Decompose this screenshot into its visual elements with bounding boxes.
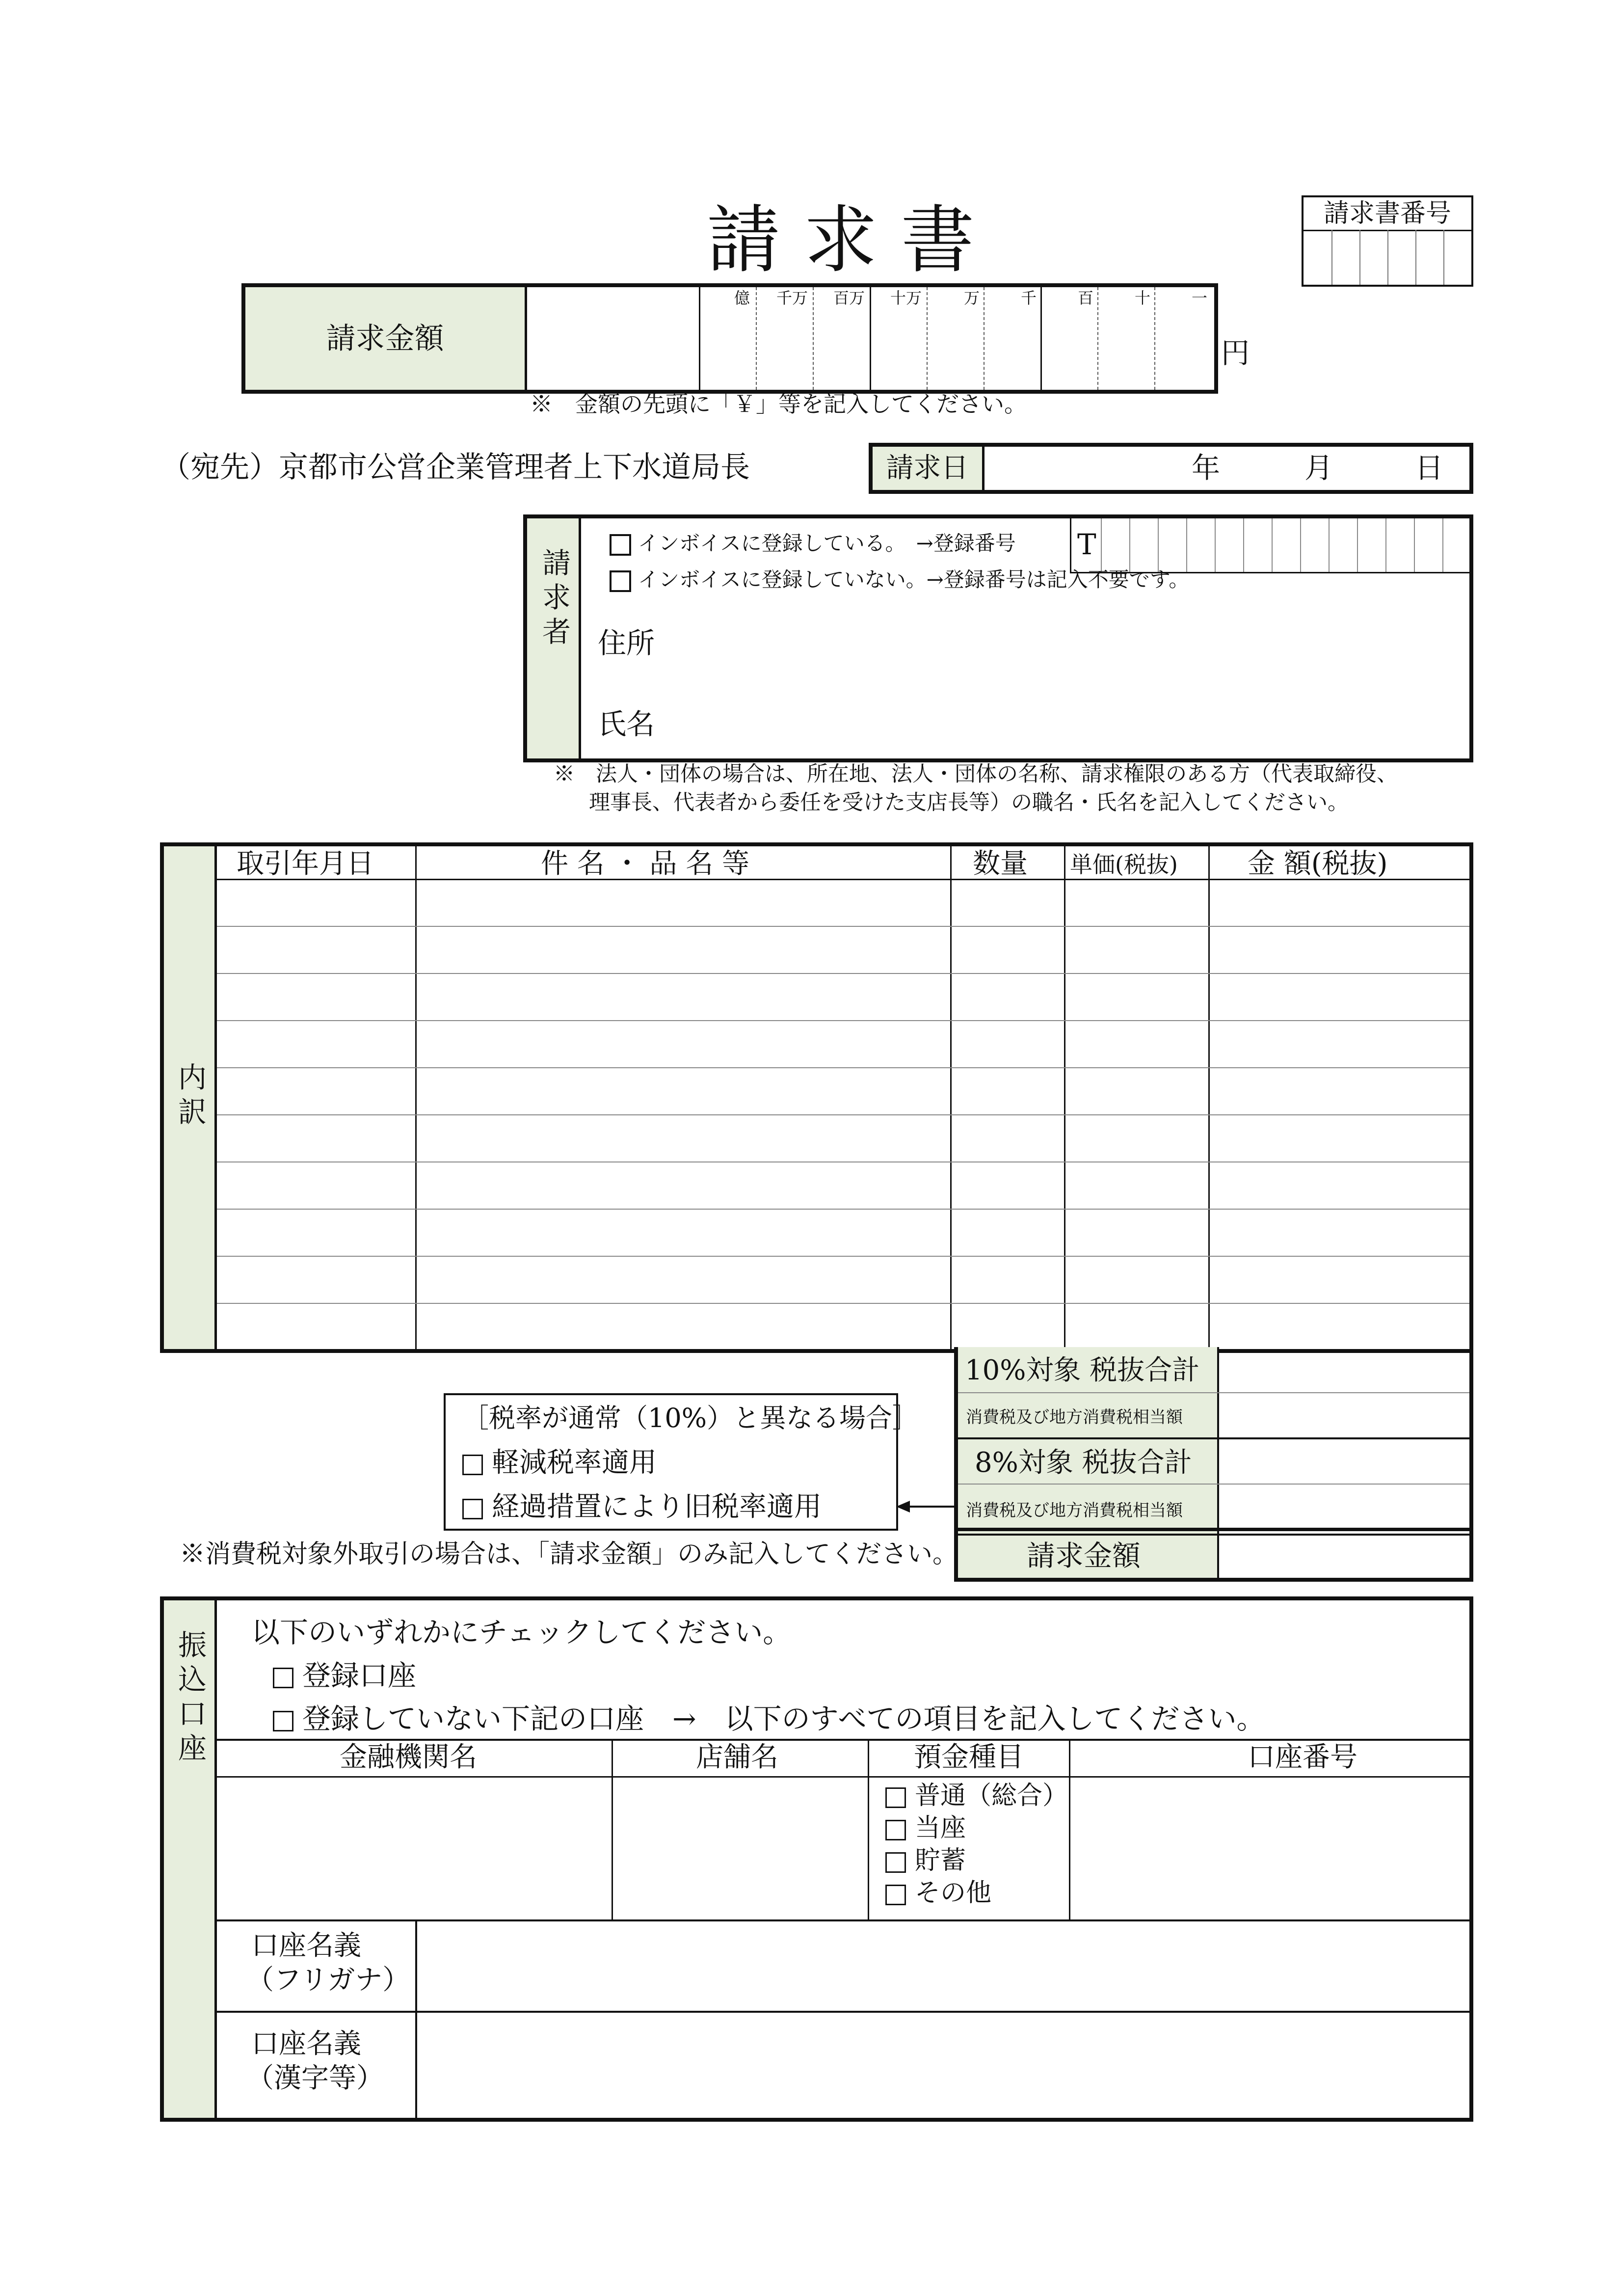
ordinary-account-label: 普通（総合） xyxy=(915,1781,1068,1810)
reduced-rate-label: 軽減税率適用 xyxy=(492,1447,657,1479)
invoice-number-label: 請求書番号 xyxy=(1323,199,1451,228)
col-header-date: 取引年月日 xyxy=(237,848,374,880)
total-amount-label: 請求金額 xyxy=(1027,1539,1141,1572)
claimant-note-2: 理事長、代表者から委任を受けた支店長等）の職名・氏名を記入してください。 xyxy=(589,790,1349,815)
old-rate-label: 経過措置により旧税率適用 xyxy=(492,1491,822,1523)
claimant-box xyxy=(523,514,1473,762)
amount-digits[interactable] xyxy=(699,287,1214,390)
page-title: 請 求 書 xyxy=(707,198,975,283)
digit-label: 十万 xyxy=(890,289,922,307)
col-header-unit-price: 単価(税抜) xyxy=(1070,851,1178,878)
reduced-rate-checkbox[interactable] xyxy=(462,1455,483,1475)
details-table xyxy=(160,842,1473,1353)
ten-percent-tax-label: 消費税及び地方消費税相当額 xyxy=(966,1407,1183,1427)
col-header-account-type: 預金種目 xyxy=(914,1741,1024,1773)
addressee: （宛先）京都市公営企業管理者上下水道局長 xyxy=(161,450,750,485)
digit-label: 億 xyxy=(734,289,750,307)
ten-percent-subtotal-field[interactable] xyxy=(1219,1347,1469,1392)
digit-label: 千万 xyxy=(776,289,808,307)
bank-account-box xyxy=(160,1596,1473,2122)
unregistered-account-checkbox[interactable] xyxy=(273,1711,293,1731)
invoice-number-box xyxy=(1302,195,1473,287)
date-day-label: 日 xyxy=(1415,451,1444,485)
eight-percent-subtotal-field[interactable] xyxy=(1219,1437,1469,1484)
digit-label: 万 xyxy=(964,289,980,307)
account-number-field[interactable] xyxy=(1071,1778,1469,1919)
total-amount-field[interactable] xyxy=(1219,1536,1469,1578)
col-header-qty: 数量 xyxy=(973,848,1028,880)
invoice-date-box[interactable] xyxy=(869,443,1473,494)
holder-kanji-field[interactable] xyxy=(417,2013,1469,2118)
bank-name-field[interactable] xyxy=(217,1778,612,1919)
digit-label: 一 xyxy=(1192,289,1208,307)
tax-exempt-note: ※消費税対象外取引の場合は、「請求金額」のみ記入してください。 xyxy=(180,1540,958,1569)
holder-kanji-label-1: 口座名義 xyxy=(251,2028,361,2060)
holder-kana-label-2: （フリガナ） xyxy=(246,1964,410,1996)
claimant-side-label: 請求者 xyxy=(537,548,571,651)
amount-unit: 円 xyxy=(1221,336,1250,370)
totals-block xyxy=(954,1347,1473,1582)
registration-prefix: T xyxy=(1077,528,1096,561)
current-account-label: 当座 xyxy=(915,1813,966,1843)
unregistered-account-label: 登録していない下記の口座 → 以下のすべての項目を記入してください。 xyxy=(302,1702,1265,1735)
col-header-branch: 店舗名 xyxy=(696,1741,778,1773)
details-rows[interactable] xyxy=(217,879,1469,1349)
amount-note: ※ 金額の先頭に「￥」等を記入してください。 xyxy=(530,391,1027,417)
invoice-not-registered-label: インボイスに登録していない。→登録番号は記入不要です。 xyxy=(638,567,1190,592)
digit-label: 千 xyxy=(1021,289,1037,307)
digit-label: 百 xyxy=(1078,289,1094,307)
claimant-note-1: ※ 法人・団体の場合は、所在地、法人・団体の名称、請求権限のある方（代表取締役、 xyxy=(554,762,1398,786)
details-side-label: 内訳 xyxy=(173,1062,207,1131)
invoice-registered-label: インボイスに登録している。 →登録番号 xyxy=(638,531,1016,555)
ten-percent-subtotal-label: 10%対象 税抜合計 xyxy=(965,1354,1200,1386)
holder-kanji-label-2: （漢字等） xyxy=(246,2062,384,2094)
tax-rate-heading: ［税率が通常（10%）と異なる場合］ xyxy=(462,1403,919,1433)
amount-box xyxy=(241,283,1218,394)
digit-label: 十 xyxy=(1135,289,1151,307)
invoice-not-registered-checkbox[interactable] xyxy=(610,570,631,592)
address-label: 住所 xyxy=(598,626,655,660)
registration-number-cells[interactable] xyxy=(1070,518,1469,573)
amount-label-cell xyxy=(245,287,527,390)
holder-kana-field[interactable] xyxy=(417,1921,1469,2011)
digit-label: 百万 xyxy=(833,289,865,307)
date-month-label: 月 xyxy=(1304,451,1333,485)
col-header-item: 件 名 ・ 品 名 等 xyxy=(541,848,750,880)
registered-account-checkbox[interactable] xyxy=(273,1668,293,1688)
eight-percent-tax-field[interactable] xyxy=(1219,1484,1469,1528)
col-header-account-number: 口座番号 xyxy=(1248,1741,1357,1773)
invoice-registered-checkbox[interactable] xyxy=(610,534,631,556)
other-account-checkbox[interactable] xyxy=(885,1885,906,1905)
bank-side-label: 振込口座 xyxy=(173,1630,207,1767)
old-rate-checkbox[interactable] xyxy=(462,1499,483,1519)
invoice-date-label: 請求日 xyxy=(886,452,969,484)
eight-percent-tax-label: 消費税及び地方消費税相当額 xyxy=(966,1501,1183,1520)
arrow-left-icon xyxy=(896,1499,957,1514)
tax-rate-box xyxy=(444,1393,919,1531)
bank-instruction: 以下のいずれかにチェックしてください。 xyxy=(251,1616,792,1649)
date-year-label: 年 xyxy=(1192,451,1221,485)
ten-percent-tax-field[interactable] xyxy=(1219,1392,1469,1437)
invoice-number-cells[interactable] xyxy=(1304,230,1471,285)
name-label: 氏名 xyxy=(598,707,655,741)
savings-account-checkbox[interactable] xyxy=(885,1852,906,1873)
eight-percent-subtotal-label: 8%対象 税抜合計 xyxy=(975,1447,1192,1479)
registered-account-label: 登録口座 xyxy=(302,1659,417,1692)
branch-name-field[interactable] xyxy=(613,1778,868,1919)
ordinary-account-checkbox[interactable] xyxy=(885,1787,906,1808)
current-account-checkbox[interactable] xyxy=(885,1820,906,1840)
amount-label: 請求金額 xyxy=(326,321,444,356)
col-header-amount: 金 額(税抜) xyxy=(1248,848,1388,880)
holder-kana-label-1: 口座名義 xyxy=(251,1930,361,1962)
other-account-label: その他 xyxy=(915,1878,992,1908)
col-header-bank-name: 金融機関名 xyxy=(340,1741,477,1773)
savings-account-label: 貯蓄 xyxy=(915,1846,966,1875)
